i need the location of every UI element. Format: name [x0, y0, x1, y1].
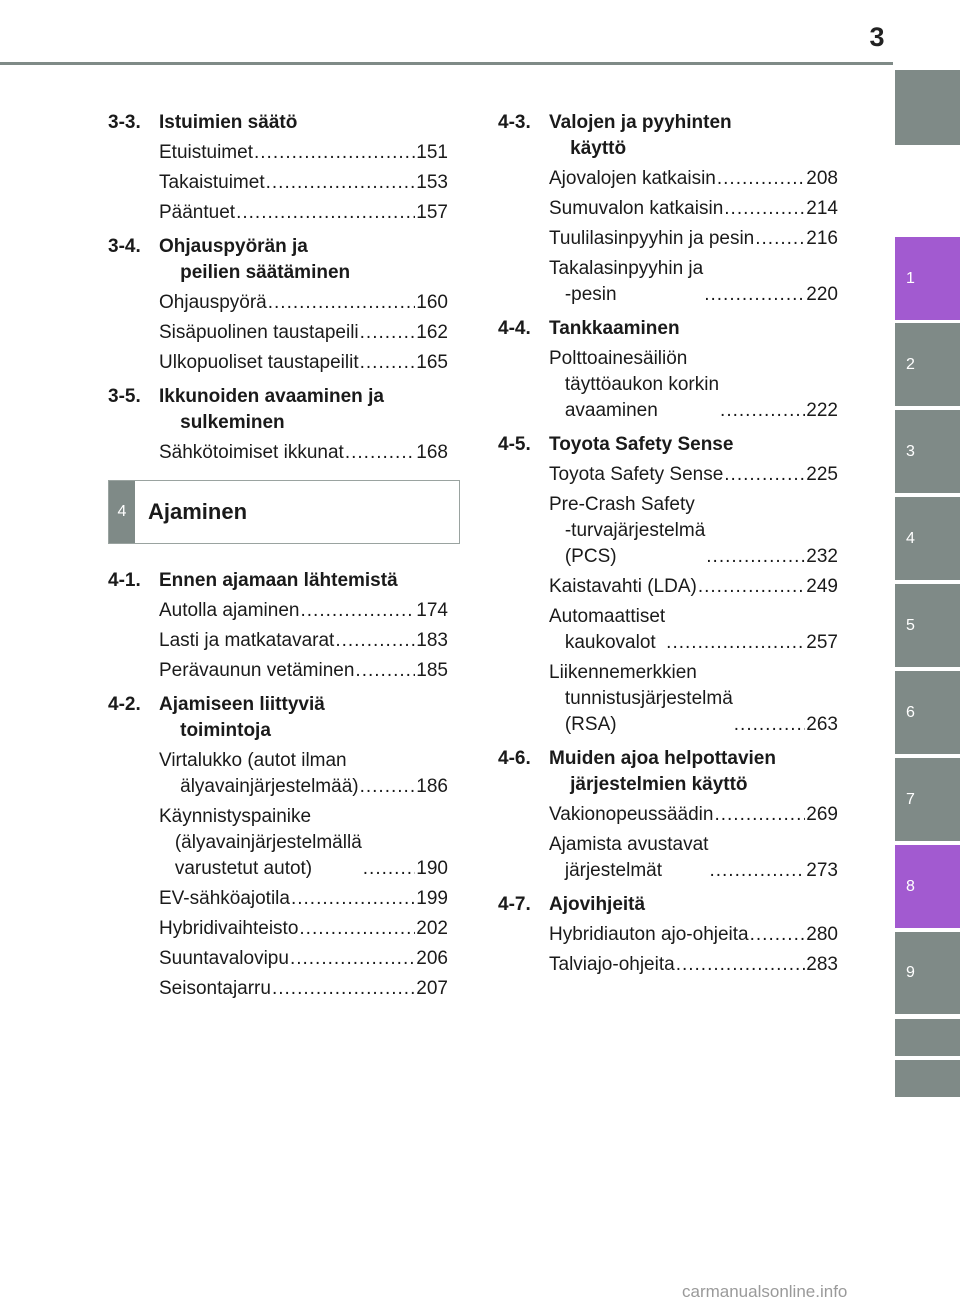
entry-page-number: 183: [416, 630, 448, 651]
entry-title: Ajovalojen katkaisin: [549, 168, 716, 189]
entry-page-number: 199: [416, 888, 448, 909]
entry-title: Liikennemerkkien tunnistusjärjestelmä (RSA): [549, 662, 733, 735]
chapter-number: 4: [109, 481, 135, 543]
toc-section[interactable]: [108, 110, 448, 136]
section-number: 3-4.: [108, 236, 141, 257]
toc-left-top: [108, 110, 448, 466]
entry-page-number: 185: [416, 660, 448, 681]
entry-title: Käynnistyspainike (älyavainjärjestelmällä varustetut autot): [159, 806, 362, 879]
dot-leader: [236, 200, 415, 226]
page-number: 3: [869, 22, 885, 52]
toc-entry[interactable]: [549, 226, 838, 252]
section-title: Toyota Safety Sense: [549, 434, 734, 455]
entry-title: Virtalukko (autot ilman älyavainjärjestelmää): [159, 750, 359, 797]
toc-entry[interactable]: [159, 290, 448, 316]
toc-entry[interactable]: [159, 748, 448, 800]
entry-title: Ulkopuoliset taustapeilit: [159, 352, 359, 373]
toc-entry[interactable]: [159, 946, 448, 972]
toc-entry[interactable]: [159, 200, 448, 226]
entry-title: Pre-Crash Safety -turvajärjestelmä (PCS): [549, 494, 706, 567]
section-number: 4-5.: [498, 434, 531, 455]
toc-entry[interactable]: [159, 658, 448, 684]
dot-leader: [299, 916, 415, 942]
entry-title: Pääntuet: [159, 202, 236, 223]
dot-leader: [750, 922, 806, 948]
entry-page-number: 208: [806, 168, 838, 189]
entry-page-number: 249: [806, 576, 838, 597]
dot-leader: [360, 774, 416, 800]
toc-entry[interactable]: [549, 574, 838, 600]
dot-leader: [720, 398, 805, 424]
dot-leader: [254, 140, 415, 166]
dot-leader: [345, 440, 415, 466]
chapter-tab-7[interactable]: 7: [895, 758, 960, 841]
entry-title: Seisontajarru: [159, 978, 271, 999]
dot-leader: [268, 290, 416, 316]
toc-entry[interactable]: [549, 492, 838, 570]
section-number: 4-1.: [108, 570, 141, 591]
toc-entry[interactable]: [159, 170, 448, 196]
entry-page-number: 257: [806, 632, 838, 653]
entry-title: Perävaunun vetäminen: [159, 660, 355, 681]
watermark: carmanualsonline.info: [682, 1282, 848, 1301]
section-number: 4-4.: [498, 318, 531, 339]
entry-page-number: 220: [806, 284, 838, 305]
section-title: Ajamiseen liittyviä toimintoja: [159, 694, 325, 741]
entry-title: Lasti ja matkatavarat: [159, 630, 335, 651]
dot-leader: [666, 630, 805, 656]
entry-title: Sähkötoimiset ikkunat: [159, 442, 344, 463]
chapter-title: Ajaminen: [148, 499, 248, 524]
entry-page-number: 202: [416, 918, 448, 939]
dot-leader: [698, 574, 805, 600]
toc-entry[interactable]: [159, 320, 448, 346]
entry-title: Takalasinpyyhin ja -pesin: [549, 258, 704, 305]
dot-leader: [755, 226, 805, 252]
section-number: 4-2.: [108, 694, 141, 715]
dot-leader: [734, 712, 806, 738]
entry-title: Takaistuimet: [159, 172, 265, 193]
entry-page-number: 160: [416, 292, 448, 313]
section-title: Tankkaaminen: [549, 318, 680, 339]
chapter-tab-5[interactable]: 5: [895, 584, 960, 667]
toc-entry[interactable]: [549, 802, 838, 828]
toc-section[interactable]: [498, 110, 838, 162]
toc-section[interactable]: [498, 746, 838, 798]
toc-entry[interactable]: [549, 922, 838, 948]
toc-section[interactable]: [498, 316, 838, 342]
chapter-tab-6[interactable]: 6: [895, 671, 960, 754]
section-title: Ikkunoiden avaaminen ja sulkeminen: [159, 386, 384, 433]
dot-leader: [335, 628, 415, 654]
toc-entry[interactable]: [159, 140, 448, 166]
chapter-tab-blank-0[interactable]: [895, 70, 960, 145]
toc-entry[interactable]: [159, 804, 448, 882]
entry-title: Suuntavalovipu: [159, 948, 289, 969]
toc-entry[interactable]: [549, 196, 838, 222]
entry-page-number: 269: [806, 804, 838, 825]
entry-title: Ohjauspyörä: [159, 292, 267, 313]
entry-title: Autolla ajaminen: [159, 600, 300, 621]
dot-leader: [291, 886, 415, 912]
dot-leader: [676, 952, 806, 978]
entry-page-number: 151: [416, 142, 448, 163]
entry-page-number: 157: [416, 202, 448, 223]
toc-entry[interactable]: [159, 916, 448, 942]
toc-entry[interactable]: [549, 256, 838, 308]
dot-leader: [272, 976, 415, 1002]
dot-leader: [717, 166, 805, 192]
entry-title: Ajamista avustavat järjestelmät: [549, 834, 709, 881]
chapter-tab-9[interactable]: 9: [895, 932, 960, 1014]
dot-leader: [724, 196, 805, 222]
entry-page-number: 168: [416, 442, 448, 463]
toc-section[interactable]: [498, 432, 838, 458]
entry-title: Tuulilasinpyyhin ja pesin: [549, 228, 755, 249]
chapter-tab-4[interactable]: 4: [895, 497, 960, 580]
section-title: Valojen ja pyyhinten käyttö: [549, 112, 732, 159]
entry-page-number: 165: [416, 352, 448, 373]
chapter-tab-8[interactable]: 8: [895, 845, 960, 928]
dot-leader: [360, 350, 416, 376]
section-number: 3-3.: [108, 112, 141, 133]
entry-page-number: 214: [806, 198, 838, 219]
entry-page-number: 225: [806, 464, 838, 485]
entry-page-number: 273: [806, 860, 838, 881]
entry-page-number: 216: [806, 228, 838, 249]
dot-leader: [709, 858, 805, 884]
entry-page-number: 190: [416, 858, 448, 879]
dot-leader: [363, 856, 416, 882]
chapter-tab-3[interactable]: 3: [895, 410, 960, 493]
dot-leader: [714, 802, 805, 828]
entry-page-number: 232: [806, 546, 838, 567]
entry-page-number: 206: [416, 948, 448, 969]
toc-entry[interactable]: [159, 350, 448, 376]
entry-page-number: 162: [416, 322, 448, 343]
section-number: 4-6.: [498, 748, 531, 769]
toc-section[interactable]: [108, 692, 448, 744]
entry-page-number: 263: [806, 714, 838, 735]
toc-right: [498, 110, 838, 978]
dot-leader: [704, 282, 805, 308]
section-title: Ohjauspyörän ja peilien säätäminen: [159, 236, 351, 283]
chapter-tab-blank-11[interactable]: [895, 1060, 960, 1097]
section-number: 4-3.: [498, 112, 531, 133]
section-number: 4-7.: [498, 894, 531, 915]
section-title: Ajovihjeitä: [549, 894, 646, 915]
chapter-tab-blank-10[interactable]: [895, 1019, 960, 1056]
toc-entry[interactable]: [159, 886, 448, 912]
toc-left-bottom: [108, 568, 448, 1002]
entry-title: Sumuvalon katkaisin: [549, 198, 724, 219]
toc-entry[interactable]: [159, 628, 448, 654]
chapter-tab-1[interactable]: 1: [895, 237, 960, 320]
toc-section[interactable]: [108, 384, 448, 436]
section-number: 3-5.: [108, 386, 141, 407]
entry-title: EV-sähköajotila: [159, 888, 290, 909]
toc-entry[interactable]: [549, 462, 838, 488]
dot-leader: [355, 658, 415, 684]
dot-leader: [290, 946, 415, 972]
entry-title: Sisäpuolinen taustapeili: [159, 322, 359, 343]
entry-page-number: 174: [416, 600, 448, 621]
dot-leader: [706, 544, 805, 570]
chapter-tab-2[interactable]: 2: [895, 323, 960, 406]
toc-entry[interactable]: [159, 440, 448, 466]
entry-page-number: 207: [416, 978, 448, 999]
toc-entry[interactable]: [549, 604, 838, 656]
entry-page-number: 283: [806, 954, 838, 975]
section-title: Ennen ajamaan lähtemistä: [159, 570, 398, 591]
entry-page-number: 222: [806, 400, 838, 421]
toc-section[interactable]: [108, 568, 448, 594]
entry-title: Vakionopeussäädin: [549, 804, 714, 825]
toc-entry[interactable]: [549, 952, 838, 978]
entry-title: Automaattiset kaukovalot: [549, 606, 666, 653]
entry-page-number: 186: [416, 776, 448, 797]
section-title: Istuimien säätö: [159, 112, 298, 133]
toc-section[interactable]: [498, 892, 838, 918]
entry-title: Kaistavahti (LDA): [549, 576, 697, 597]
toc-entry[interactable]: [549, 166, 838, 192]
dot-leader: [360, 320, 416, 346]
toc-entry[interactable]: [159, 976, 448, 1002]
toc-entry[interactable]: [549, 832, 838, 884]
toc-entry[interactable]: [549, 346, 838, 424]
entry-page-number: 280: [806, 924, 838, 945]
entry-title: Toyota Safety Sense: [549, 464, 724, 485]
dot-leader: [266, 170, 416, 196]
section-title: Muiden ajoa helpottavien järjestelmien käyttö: [549, 748, 776, 795]
entry-title: Polttoainesäiliön täyttöaukon korkin avaaminen: [549, 348, 720, 421]
entry-title: Talviajo-ohjeita: [549, 954, 675, 975]
entry-title: Etuistuimet: [159, 142, 253, 163]
chapter-heading-box: [108, 480, 460, 544]
dot-leader: [300, 598, 415, 624]
toc-entry[interactable]: [549, 660, 838, 738]
entry-title: Hybridiauton ajo-ohjeita: [549, 924, 749, 945]
toc-entry[interactable]: [159, 598, 448, 624]
dot-leader: [724, 462, 805, 488]
entry-title: Hybridivaihteisto: [159, 918, 299, 939]
header-rule: [0, 62, 893, 65]
toc-section[interactable]: [108, 234, 448, 286]
entry-page-number: 153: [416, 172, 448, 193]
